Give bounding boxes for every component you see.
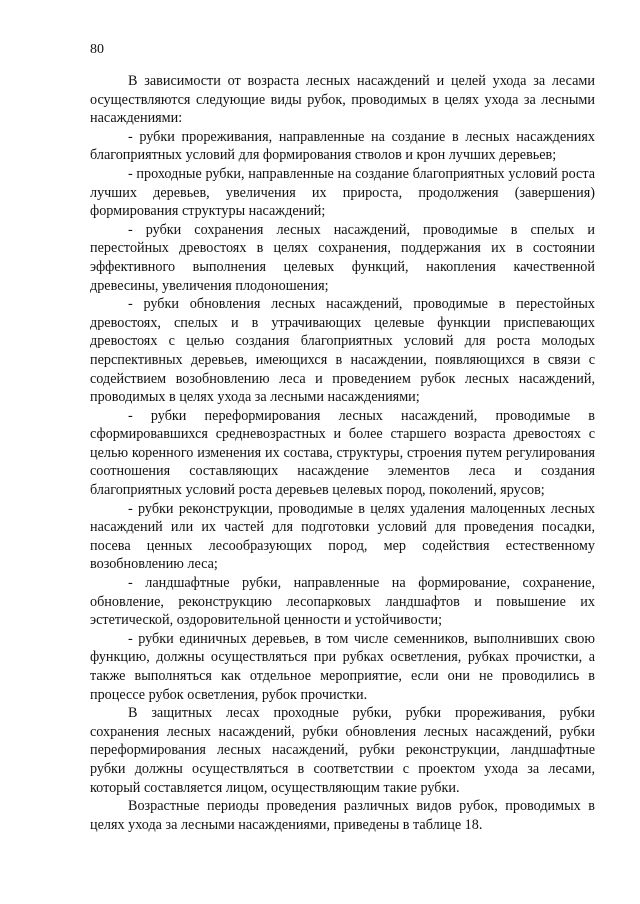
list-item-renewal-cutting: - рубки обновления лесных насаждений, проводимые в перестойных древостоях, спелых и в утрачивающих целевые функции приспевающих древостоях с целью создания благоприятных условий для роста молодых перспективных деревьев, имеющихся в насаждении, появляющихся в связи с содействием возобновлению леса и проведением рубок лесных насаждений, проводимых в целях ухода за лесными насаждениями; — [90, 296, 595, 406]
list-item-single-tree-cutting: - рубки единичных деревьев, в том числе семенников, выполнивших свою функцию, должны осуществляться при рубках осветления, рубках прочистки, а также выполняться как отдельное мероприятие, если они не проводились в процессе рубок осветления, рубок прочистки. — [90, 630, 595, 703]
paragraph-age-periods: Возрастные периоды проведения различных видов рубок, проводимых в целях ухода за лесными насаждениями, приведены в таблице 18. — [90, 798, 595, 833]
list-item-reconstruction-cutting: - рубки реконструкции, проводимые в целях удаления малоценных лесных насаждений или их частей для подготовки условий для проведения посадки, посева ценных лесообразующих пород, мер содействия естественному возобновлению леса; — [90, 500, 595, 573]
paragraph-intro: В зависимости от возраста лесных насаждений и целей ухода за лесами осуществляются следующие виды рубок, проводимых в целях ухода за лесными насаждениями: — [90, 73, 595, 127]
list-item-thinning: - рубки прореживания, направленные на создание в лесных насаждениях благоприятных условий для формирования стволов и крон лучших деревьев; — [90, 128, 595, 164]
list-item-preservation-cutting: - рубки сохранения лесных насаждений, проводимые в спелых и перестойных древостоях в целях сохранения, поддержания их в состоянии эффективного выполнения целевых функций, накопления качественной древесины, увеличения плодоношения; — [90, 221, 595, 294]
paragraph-protective-forests: В защитных лесах проходные рубки, рубки прореживания, рубки сохранения лесных насаждений, рубки обновления лесных насаждений, рубки переформирования лесных насаждений, рубки реконструкции, ландшафтные рубки должны осуществляться в соответствии с проектом ухода за лесами, который составляется лицом, осуществляющим такие рубки. — [90, 705, 595, 796]
body-text — [90, 72, 595, 834]
page-number: 80 — [90, 42, 104, 57]
list-item-landscape-cutting: - ландшафтные рубки, направленные на формирование, сохранение, обновление, реконструкцию лесопарковых ландшафтов и повышение их эстетической, оздоровительной ценности и устойчивости; — [90, 575, 595, 629]
list-item-passage-cutting: - проходные рубки, направленные на создание благоприятных условий роста лучших деревьев, увеличения их прироста, продолжения (завершения) формирования структуры насаждений; — [90, 165, 595, 220]
list-item-reformation-cutting: - рубки переформирования лесных насаждений, проводимые в сформировавшихся средневозрастных и более старшего возраста древостоях с целью коренного изменения их состава, структуры, строения путем регулирования соотношения составляющих насаждение элементов леса и создания благоприятных условий роста деревьев целевых пород, поколений, ярусов; — [90, 407, 595, 499]
